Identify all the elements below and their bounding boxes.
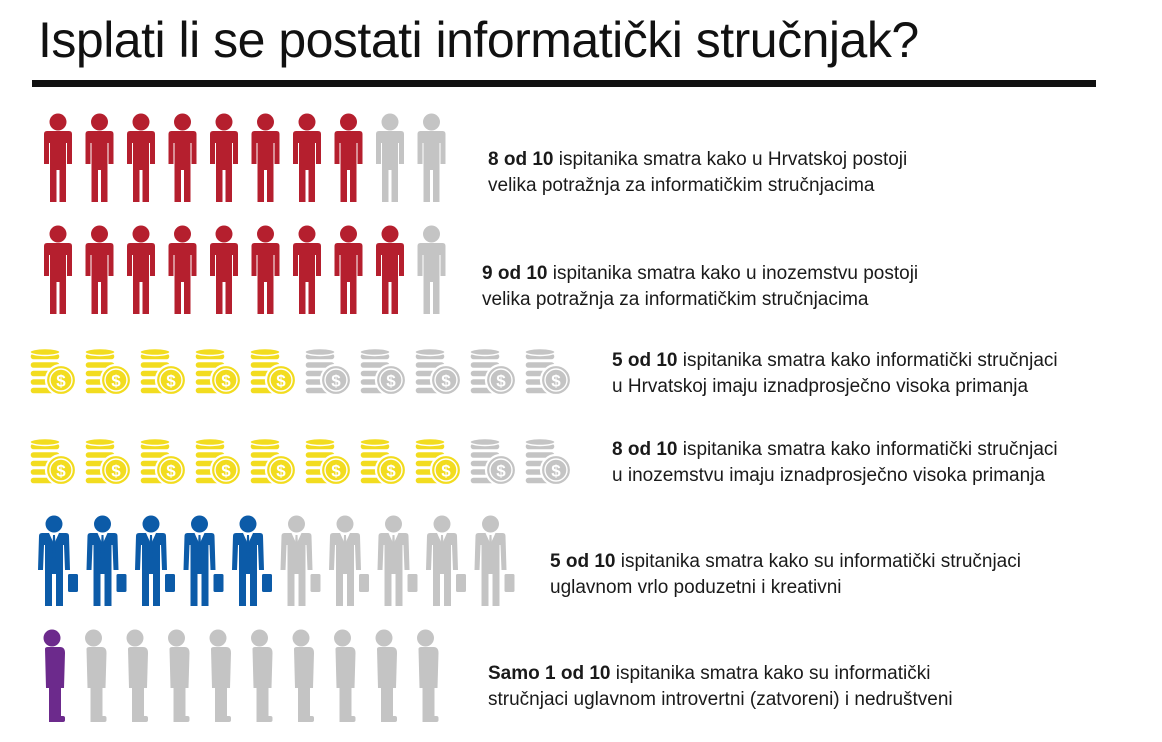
coin-stack-icon-filled bbox=[360, 439, 406, 486]
person-icon-filled bbox=[169, 114, 197, 203]
person-icon-filled bbox=[86, 226, 114, 315]
svg-text:$: $ bbox=[496, 371, 506, 391]
businessman-icon-filled bbox=[232, 516, 272, 607]
side-person-icon-empty bbox=[376, 630, 398, 723]
pictograph-icons bbox=[0, 345, 588, 401]
row-description-line2: velika potražnja za informatičkim stručnjacima bbox=[482, 289, 869, 310]
coin-stack-icon-empty bbox=[360, 349, 406, 396]
row-value-label: 8 od 10 bbox=[488, 149, 554, 170]
row-description-line1: ispitanika smatra kako u inozemstvu postoji bbox=[547, 263, 919, 284]
side-person-icon-empty bbox=[293, 630, 315, 723]
coin-stack-icon-filled bbox=[140, 349, 186, 396]
pictograph-icons bbox=[0, 224, 463, 320]
side-person-icon-empty bbox=[85, 630, 107, 723]
row-description bbox=[612, 437, 1058, 489]
svg-text:$: $ bbox=[276, 461, 286, 481]
side-person-icon-empty bbox=[168, 630, 190, 723]
coin-stack-icon-filled bbox=[195, 439, 241, 486]
person-icon-empty bbox=[418, 226, 446, 315]
row-description-line2: velika potražnja za informatičkim stručnjacima bbox=[488, 175, 875, 196]
pictograph-icons bbox=[0, 628, 465, 728]
svg-text:$: $ bbox=[276, 371, 286, 391]
pictograph-icons bbox=[0, 112, 463, 208]
row-description-line2: u inozemstvu imaju iznadprosječno visoka primanja bbox=[612, 465, 1045, 486]
svg-text:$: $ bbox=[331, 461, 341, 481]
row-description-line2: stručnjaci uglavnom introvertni (zatvoreni) i nedruštveni bbox=[488, 689, 953, 710]
person-icon-filled bbox=[127, 114, 155, 203]
svg-text:$: $ bbox=[111, 371, 121, 391]
title-underline bbox=[32, 80, 1096, 87]
person-icon-filled bbox=[293, 114, 321, 203]
svg-text:$: $ bbox=[56, 371, 66, 391]
person-icon-filled bbox=[210, 114, 238, 203]
row-value-label: 5 od 10 bbox=[612, 350, 678, 371]
businessman-icon-filled bbox=[184, 516, 224, 607]
pictograph-icons bbox=[0, 514, 529, 612]
coin-stack-icon-filled bbox=[30, 349, 76, 396]
svg-text:$: $ bbox=[551, 371, 561, 391]
svg-text:$: $ bbox=[221, 371, 231, 391]
row-description-line1: ispitanika smatra kako u Hrvatskoj postoji bbox=[553, 149, 908, 170]
coin-stack-icon-filled bbox=[85, 439, 131, 486]
person-icon-filled bbox=[44, 226, 72, 315]
businessman-icon-empty bbox=[475, 516, 515, 607]
person-icon-filled bbox=[252, 226, 280, 315]
row-value-label: 9 od 10 bbox=[482, 263, 548, 284]
person-icon-filled bbox=[86, 114, 114, 203]
person-icon-filled bbox=[376, 226, 404, 315]
person-icon-empty bbox=[376, 114, 404, 203]
person-icon-filled bbox=[335, 114, 363, 203]
person-icon-filled bbox=[44, 114, 72, 203]
side-person-icon-empty bbox=[127, 630, 149, 723]
coin-stack-icon-empty bbox=[525, 439, 571, 486]
coin-stack-icon-empty bbox=[415, 349, 461, 396]
person-icon-filled bbox=[127, 226, 155, 315]
svg-text:$: $ bbox=[441, 461, 451, 481]
row-description-line1: ispitanika smatra kako informatički stručnjaci bbox=[677, 350, 1058, 371]
svg-text:$: $ bbox=[441, 371, 451, 391]
side-person-icon-filled bbox=[44, 630, 66, 723]
row-description bbox=[550, 549, 1021, 601]
svg-text:$: $ bbox=[166, 371, 176, 391]
person-icon-filled bbox=[335, 226, 363, 315]
businessman-icon-filled bbox=[87, 516, 127, 607]
svg-text:$: $ bbox=[166, 461, 176, 481]
businessman-icon-empty bbox=[329, 516, 369, 607]
row-description bbox=[482, 261, 918, 313]
row-description-line1: ispitanika smatra kako su informatički stručnjaci bbox=[615, 551, 1021, 572]
coin-stack-icon-empty bbox=[305, 349, 351, 396]
side-person-icon-empty bbox=[334, 630, 356, 723]
pictograph-icons bbox=[0, 435, 588, 491]
businessman-icon-empty bbox=[378, 516, 418, 607]
side-person-icon-empty bbox=[251, 630, 273, 723]
row-description bbox=[488, 147, 907, 199]
coin-stack-icon-filled bbox=[85, 349, 131, 396]
row-value-label: 5 od 10 bbox=[550, 551, 616, 572]
coin-stack-icon-filled bbox=[195, 349, 241, 396]
svg-text:$: $ bbox=[221, 461, 231, 481]
svg-text:$: $ bbox=[551, 461, 561, 481]
svg-text:$: $ bbox=[496, 461, 506, 481]
svg-text:$: $ bbox=[331, 371, 341, 391]
row-description bbox=[612, 348, 1058, 400]
side-person-icon-empty bbox=[210, 630, 232, 723]
businessman-icon-filled bbox=[38, 516, 78, 607]
row-description-line1: ispitanika smatra kako informatički stručnjaci bbox=[677, 439, 1058, 460]
businessman-icon-filled bbox=[135, 516, 175, 607]
coin-stack-icon-filled bbox=[305, 439, 351, 486]
page-title: Isplati li se postati informatički stručnjak? bbox=[38, 12, 919, 68]
businessman-icon-empty bbox=[426, 516, 466, 607]
person-icon-filled bbox=[169, 226, 197, 315]
person-icon-empty bbox=[418, 114, 446, 203]
row-description-line2: u Hrvatskoj imaju iznadprosječno visoka primanja bbox=[612, 376, 1029, 397]
svg-text:$: $ bbox=[56, 461, 66, 481]
side-person-icon-empty bbox=[417, 630, 439, 723]
svg-text:$: $ bbox=[386, 461, 396, 481]
coin-stack-icon-filled bbox=[415, 439, 461, 486]
coin-stack-icon-empty bbox=[525, 349, 571, 396]
coin-stack-icon-filled bbox=[140, 439, 186, 486]
row-value-label: Samo 1 od 10 bbox=[488, 663, 611, 684]
svg-text:$: $ bbox=[111, 461, 121, 481]
svg-text:$: $ bbox=[386, 371, 396, 391]
coin-stack-icon-empty bbox=[470, 349, 516, 396]
coin-stack-icon-empty bbox=[470, 439, 516, 486]
row-description-line1: ispitanika smatra kako su informatički bbox=[610, 663, 931, 684]
person-icon-filled bbox=[252, 114, 280, 203]
businessman-icon-empty bbox=[281, 516, 321, 607]
row-description-line2: uglavnom vrlo poduzetni i kreativni bbox=[550, 577, 842, 598]
coin-stack-icon-filled bbox=[250, 439, 296, 486]
row-value-label: 8 od 10 bbox=[612, 439, 678, 460]
coin-stack-icon-filled bbox=[30, 439, 76, 486]
coin-stack-icon-filled bbox=[250, 349, 296, 396]
person-icon-filled bbox=[293, 226, 321, 315]
person-icon-filled bbox=[210, 226, 238, 315]
row-description bbox=[488, 661, 953, 713]
